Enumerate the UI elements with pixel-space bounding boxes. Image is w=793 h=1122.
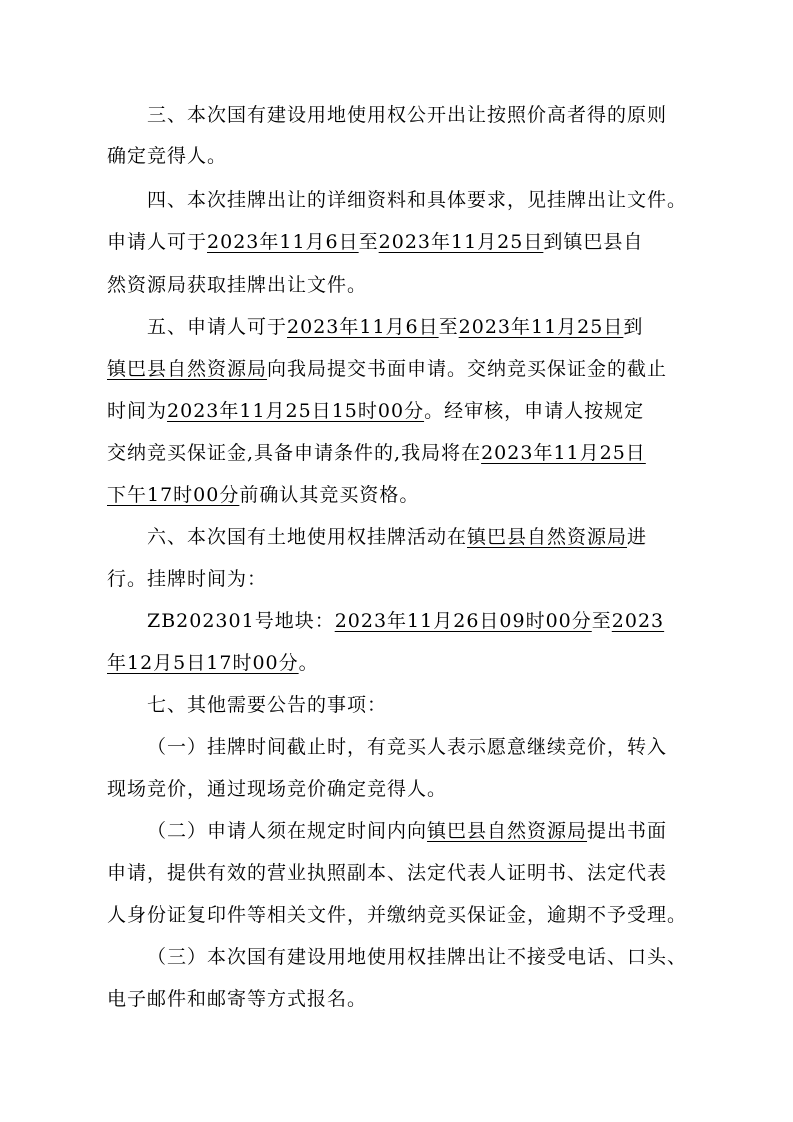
datetime-underlined: 2023年11月26日09时00分 xyxy=(334,610,592,632)
section-7-item-1-line-1: （一）挂牌时间截止时，有竞买人表示愿意继续竞价，转入 xyxy=(147,736,668,758)
section-4-line-1: 四、本次挂牌出让的详细资料和具体要求，见挂牌出让文件。 xyxy=(147,189,688,211)
section-4-line-2 xyxy=(107,229,697,255)
date-underlined: 2023年11月6日 xyxy=(207,231,359,253)
date-underlined: 2023年11月25日 xyxy=(481,442,646,464)
section-6-line-1 xyxy=(147,524,697,550)
place-underlined: 镇巴县自然资源局 xyxy=(427,820,588,842)
section-7-item-3-line-1: （三）本次国有建设用地使用权挂牌出让不接受电话、口头、 xyxy=(147,946,688,968)
section-6-line-2: 行。挂牌时间为： xyxy=(107,568,268,590)
deadline-underlined: 2023年11月25日15时00分 xyxy=(167,400,425,422)
section-5-line-4 xyxy=(107,440,697,466)
section-6-line-3 xyxy=(147,608,697,634)
section-4-line-3: 然资源局获取挂牌出让文件。 xyxy=(107,274,368,296)
section-7-item-3-line-2: 电子邮件和邮寄等方式报名。 xyxy=(107,988,368,1010)
text: 前确认其竞买资格。 xyxy=(239,484,420,506)
section-7-heading: 七、其他需要公告的事项： xyxy=(147,694,388,716)
datetime-underlined: 年12月5日17时00分 xyxy=(107,652,299,674)
text: 至 xyxy=(358,231,379,253)
text: 六、本次国有土地使用权挂牌活动在 xyxy=(147,526,468,548)
text: 申请人可于 xyxy=(107,231,208,253)
text: 至 xyxy=(591,610,612,632)
section-7-item-2-line-1 xyxy=(147,818,697,844)
datetime-underlined: 2023 xyxy=(611,610,665,632)
text: 时间为 xyxy=(107,400,168,422)
text: 向我局提交书面申请。交纳竞买保证金的截止 xyxy=(267,358,668,380)
section-3-line-1: 三、本次国有建设用地使用权公开出让按照价高者得的原则 xyxy=(147,104,668,126)
section-5-line-3 xyxy=(107,398,697,424)
place-underlined: 镇巴县自然资源局 xyxy=(107,358,268,380)
section-3-line-2: 确定竞得人。 xyxy=(107,145,228,167)
text: 。经审核，申请人按规定 xyxy=(424,400,645,422)
section-7-item-2-line-2: 申请，提供有效的营业执照副本、法定代表人证明书、法定代表 xyxy=(107,862,668,884)
section-5-line-2 xyxy=(107,356,697,382)
text: （二）申请人须在规定时间内向 xyxy=(147,820,428,842)
place-underlined: 镇巴县自然资源局 xyxy=(467,526,628,548)
text: 五、申请人可于 xyxy=(147,316,288,338)
text: 提出书面 xyxy=(587,820,668,842)
text: ZB202301号地块： xyxy=(147,610,335,632)
date-underlined: 2023年11月25日 xyxy=(458,316,624,338)
text: 至 xyxy=(438,316,459,338)
section-5-line-5 xyxy=(107,482,697,508)
date-underlined: 2023年11月25日 xyxy=(378,231,544,253)
text: 进 xyxy=(627,526,648,548)
section-7-item-2-line-3: 人身份证复印件等相关文件，并缴纳竞买保证金，逾期不予受理。 xyxy=(107,904,688,926)
text: 交纳竞买保证金,具备申请条件的,我局将在 xyxy=(107,442,482,464)
section-5-line-1 xyxy=(147,314,697,340)
text: 。 xyxy=(298,652,319,674)
date-underlined: 2023年11月6日 xyxy=(287,316,439,338)
time-underlined: 下午17时00分 xyxy=(107,484,240,506)
text: 到 xyxy=(623,316,644,338)
text: 到镇巴县自 xyxy=(543,231,644,253)
section-6-line-4 xyxy=(107,650,697,676)
section-7-item-1-line-2: 现场竞价，通过现场竞价确定竞得人。 xyxy=(107,778,448,800)
